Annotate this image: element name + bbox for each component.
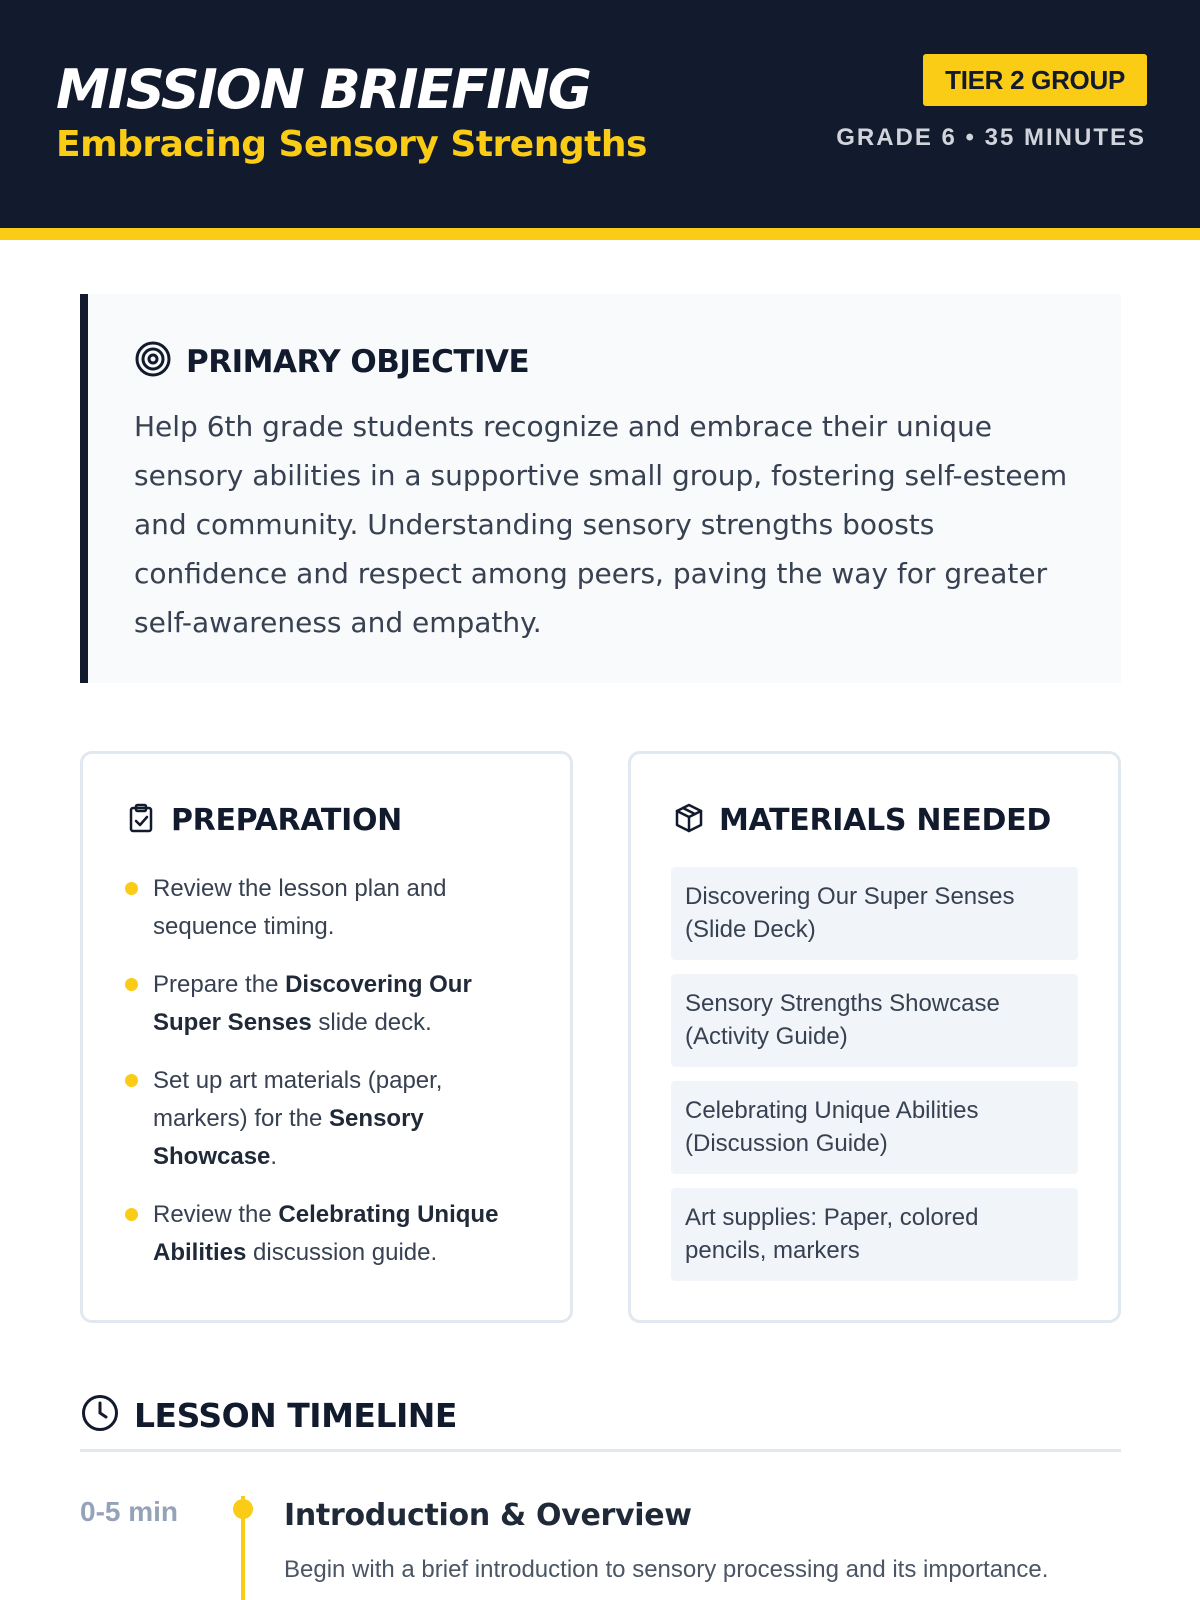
preparation-card — [80, 751, 573, 1323]
page-title: MISSION BRIEFING — [56, 58, 590, 121]
target-icon — [134, 340, 172, 383]
objective-heading-row — [134, 340, 529, 383]
objective-text: Help 6th grade students recognize and embrace their unique sensory abilities in a supportive small group, fostering self-esteem and community. Understanding sensory strengths boosts confidence and respect among peers, paving the way for greater self-awareness and empathy. — [134, 410, 1068, 639]
tier-badge: TIER 2 GROUP — [923, 54, 1147, 106]
page-subtitle: Embracing Sensory Strengths — [56, 124, 647, 165]
timeline-step-title: Introduction & Overview — [284, 1498, 692, 1533]
header-accent-bar — [0, 228, 1200, 240]
timeline-step-description: Begin with a brief introduction to sensory processing and its importance. — [284, 1556, 1049, 1583]
list-item: Prepare the Discovering Our Super Senses slide deck. — [125, 966, 535, 1042]
preparation-heading: PREPARATION — [171, 803, 402, 838]
list-item: Celebrating Unique Abilities (Discussion Guide) — [671, 1081, 1078, 1174]
timeline-divider — [80, 1449, 1121, 1452]
timeline-heading: LESSON TIMELINE — [134, 1396, 457, 1435]
primary-objective-panel — [80, 294, 1121, 683]
preparation-heading-row — [125, 802, 402, 839]
list-item: Discovering Our Super Senses (Slide Deck) — [671, 867, 1078, 960]
objective-heading: PRIMARY OBJECTIVE — [186, 343, 530, 380]
clipboard-check-icon — [125, 802, 157, 839]
clock-icon — [80, 1393, 120, 1438]
timeline-step-time: 0-5 min — [80, 1496, 179, 1527]
briefing-header — [0, 0, 1200, 228]
list-item: Art supplies: Paper, colored pencils, markers — [671, 1188, 1078, 1281]
bullet-dot — [125, 882, 138, 895]
timeline-heading-row — [80, 1393, 457, 1438]
bullet-dot — [125, 978, 138, 991]
list-item: Review the lesson plan and sequence timing. — [125, 870, 535, 946]
package-icon — [673, 802, 705, 839]
materials-card — [628, 751, 1121, 1323]
timeline-dot — [233, 1499, 253, 1519]
materials-heading: MATERIALS NEEDED — [719, 803, 1051, 838]
list-item: Review the Celebrating Unique Abilities discussion guide. — [125, 1196, 535, 1272]
list-item: Set up art materials (paper, markers) for the Sensory Showcase. — [125, 1062, 535, 1176]
list-item: Sensory Strengths Showcase (Activity Guide) — [671, 974, 1078, 1067]
materials-list — [671, 867, 1078, 1295]
preparation-list — [125, 870, 535, 1292]
materials-heading-row — [673, 802, 1051, 839]
bullet-dot — [125, 1074, 138, 1087]
grade-duration-meta: GRADE 6 • 35 MINUTES — [836, 124, 1146, 151]
bullet-dot — [125, 1208, 138, 1221]
